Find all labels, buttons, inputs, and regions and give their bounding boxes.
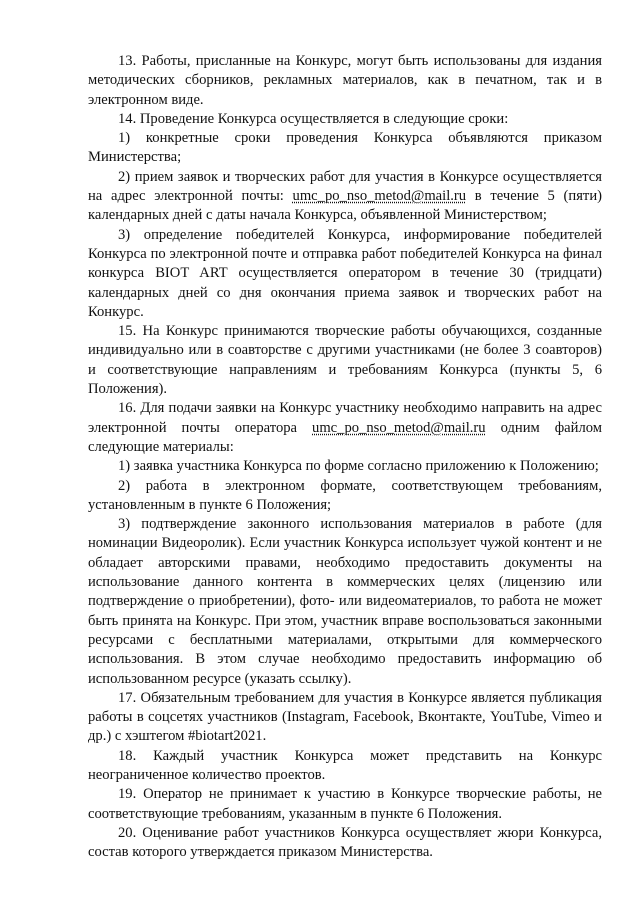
paragraph-13: 13. Работы, присланные на Конкурс, могут быть использованы для издания методических сборников, рекламных материалов, как в печатном, так и в электронном виде. bbox=[88, 53, 602, 108]
paragraph-16-item-1: 1) заявка участника Конкурса по форме согласно приложению к Положению; bbox=[118, 458, 599, 475]
paragraph-15: 15. На Конкурс принимаются творческие работы обучающихся, созданные индивидуально или в соавторстве с другими участниками (не более 3 соавторов) и соответствующие направлениям и требованиям Конкурса (пункты 5, 6 Положения). bbox=[88, 323, 602, 398]
paragraph-16-item-2: 2) работа в электронном формате, соответствующем требованиям, установленным в пункте 6 Положения; bbox=[88, 477, 602, 513]
paragraph-text: одним файлом следующие материалы: bbox=[88, 419, 603, 455]
paragraph-text: 16. Для подачи заявки на Конкурс участнику необходимо направить на адрес электронной почты оператора bbox=[88, 400, 602, 436]
email-link[interactable]: umc_po_nso_metod@mail.ru bbox=[312, 419, 486, 436]
paragraph-16-item-3: 3) подтверждение законного использования материалов в работе (для номинации Видеоролик). Если участник Конкурса использует чужой контент и не обладает авторскими правами, необходимо предоставить документы на использование данного контента в коммерческих целях (лицензию или подтверждение о приобретении), фото- или видеоматериалов, то работа не может быть принята на Конкурс. При этом, участник вправе воспользоваться законными ресурсами с бесплатными материалами, открытыми для коммерческого использования. В этом случае необходимо предоставить информацию об использованном ресурсе (указать ссылку). bbox=[88, 516, 602, 687]
paragraph-14-item-3: 3) определение победителей Конкурса, информирование победителей Конкурса по электронной почте и отправка работ победителей Конкурса на финал конкурса BIOT ART осуществляется оператором в течение 30 (тридцати) календарных дней со дня окончания приема заявок и творческих работ на Конкурс. bbox=[88, 226, 602, 320]
paragraph-18: 18. Каждый участник Конкурса может представить на Конкурс неограниченное количество проектов. bbox=[88, 747, 602, 783]
paragraph-16 bbox=[88, 399, 602, 457]
paragraph-14-item-2 bbox=[88, 168, 602, 226]
paragraph-text: в течение 5 (пяти) календарных дней с даты начала Конкурса, объявленной Министерством; bbox=[88, 188, 602, 224]
paragraph-20: 20. Оценивание работ участников Конкурса осуществляет жюри Конкурса, состав которого утверждается приказом Министерства. bbox=[88, 824, 602, 861]
email-link[interactable]: umc_po_nso_metod@mail.ru bbox=[292, 188, 467, 205]
paragraph-19: 19. Оператор не принимает к участию в Конкурсе творческие работы, не соответствующие требованиям, указанным в пункте 6 Положения. bbox=[88, 786, 602, 822]
paragraph-17: 17. Обязательным требованием для участия в Конкурсе является публикация работы в соцсетях участников (Instagram, Facebook, Вконтакте, YouTube, Vimeo и др.) с хэштегом #biotart2021. bbox=[88, 689, 602, 745]
paragraph-text: 2) прием заявок и творческих работ для участия в Конкурсе осуществляется на адрес электронной почты: bbox=[88, 168, 602, 205]
paragraph-14-item-1: 1) конкретные сроки проведения Конкурса объявляются приказом Министерства; bbox=[88, 130, 602, 166]
paragraph-14: 14. Проведение Конкурса осуществляется в следующие сроки: bbox=[118, 110, 509, 127]
